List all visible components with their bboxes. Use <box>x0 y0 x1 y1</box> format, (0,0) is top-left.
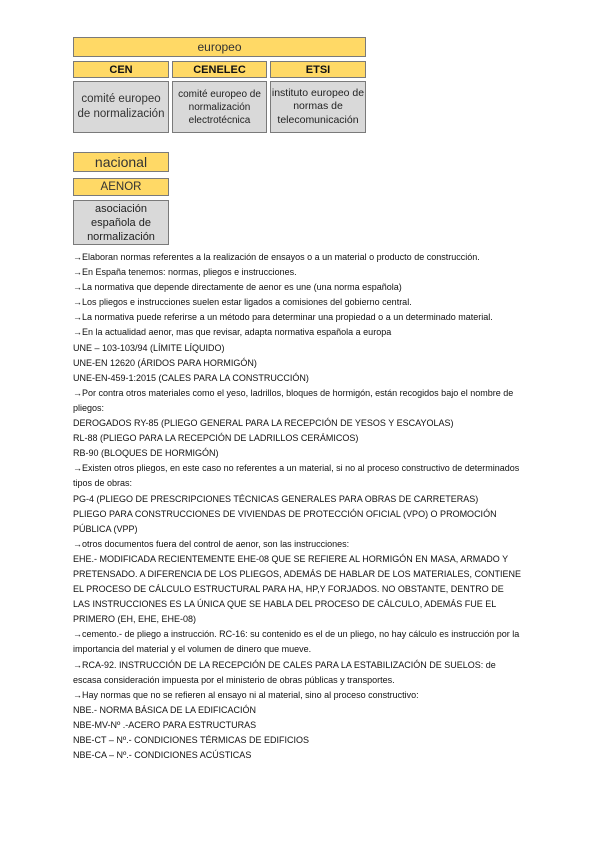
cenelec-acronym: CENELEC <box>172 61 267 78</box>
text-line: →cemento.- de pliego a instrucción. RC-16: su contenido es el de un pliego, no hay cálculo es instrucción por la importancia del material y el volumen de dinero que mueve. <box>73 629 520 655</box>
text-line: →En la actualidad aenor, mas que revisar, adapta normativa española a europa <box>73 327 392 338</box>
cenelec-description: comité europeo de normalización electrotécnica <box>172 81 267 133</box>
etsi-acronym: ETSI <box>270 61 366 78</box>
text-line: NBE.- NORMA BÁSICA DE LA EDIFICACIÓN <box>73 704 257 715</box>
text-line: NBE-CA – Nº.- CONDICIONES ACÚSTICAS <box>73 750 252 761</box>
text-line: RB-90 (BLOQUES DE HORMIGÓN) <box>73 448 219 459</box>
cen-description: comité europeo de normalización <box>73 81 169 133</box>
text-line: DEROGADOS RY-85 (PLIEGO GENERAL PARA LA RECEPCIÓN DE YESOS Y ESCAYOLAS) <box>73 418 454 429</box>
aenor-description: asociación española de normalización <box>73 200 169 245</box>
text-line: PLIEGO PARA CONSTRUCCIONES DE VIVIENDAS DE PROTECCIÓN OFICIAL (VPO) O PROMOCIÓN PÚBLICA (VPP) <box>73 508 497 534</box>
text-line: RL-88 (PLIEGO PARA LA RECEPCIÓN DE LADRILLOS CERÁMICOS) <box>73 433 359 444</box>
text-line: →Los pliegos e instrucciones suelen estar ligados a comisiones del gobierno central. <box>73 297 412 308</box>
text-line: EHE.- MODIFICADA RECIENTEMENTE EHE-08 QUE SE REFIERE AL HORMIGÓN EN MASA, ARMADO Y PRETENSADO. A DIFERENCIA DE LOS PLIEGOS, ADEMÁS DE HABLAR DE LOS MATERIALES, CONTIENE EL PROCESO DE CÁLCULO ESTRUCTURAL PARA HA, HP,Y FORJADOS. NO OBSTANTE, DENTRO DE LAS INSTRUCCIONES ES LA ÚNICA QUE SE HABLA DEL PROCESO DE CÁLCULO, ADEMÁS FUE EL PRIMERO (EH, EHE, EHE-08) <box>73 553 521 625</box>
text-line: →La normativa que depende directamente de aenor es une (una norma española) <box>73 282 402 293</box>
text-line: →Existen otros pliegos, en este caso no referentes a un material, si no al proceso constructivo de determinados tipos de obras: <box>73 463 520 489</box>
text-line: PG-4 (PLIEGO DE PRESCRIPCIONES TÉCNICAS GENERALES PARA OBRAS DE CARRETERAS) <box>73 493 479 504</box>
text-line: →Por contra otros materiales como el yeso, ladrillos, bloques de hormigón, están recogidos bajo el nombre de pliegos: <box>73 387 514 413</box>
aenor-acronym: AENOR <box>73 178 169 196</box>
text-line: →La normativa puede referirse a un método para determinar una propiedad o a un determinado material. <box>73 312 493 323</box>
text-line: →En España tenemos: normas, pliegos e instrucciones. <box>73 267 297 278</box>
document-body <box>73 250 523 763</box>
text-line: →RCA-92. INSTRUCCIÓN DE LA RECEPCIÓN DE CALES PARA LA ESTABILIZACIÓN DE SUELOS: de escasa consideración impuesta por el ministerio de obras públicas y transportes. <box>73 659 496 685</box>
text-line: NBE-MV-Nº .-ACERO PARA ESTRUCTURAS <box>73 719 257 730</box>
national-level-header: nacional <box>73 152 169 172</box>
text-line: UNE-EN 12620 (ÁRIDOS PARA HORMIGÓN) <box>73 357 257 368</box>
text-line: UNE-EN-459-1:2015 (CALES PARA LA CONSTRUCCIÓN) <box>73 372 309 383</box>
text-line: NBE-CT – Nº.- CONDICIONES TÉRMICAS DE EDIFICIOS <box>73 735 309 745</box>
text-line: UNE – 103-103/94 (LÍMITE LÍQUIDO) <box>73 342 225 353</box>
text-line: →Hay normas que no se refieren al ensayo ni al material, sino al proceso constructivo: <box>73 689 419 700</box>
text-line: →Elaboran normas referentes a la realización de ensayos o a un material o producto de construcción. <box>73 252 480 262</box>
text-line: →otros documentos fuera del control de aenor, son las instrucciones: <box>73 538 350 549</box>
european-level-header: europeo <box>73 37 366 57</box>
cen-acronym: CEN <box>73 61 169 78</box>
etsi-description: instituto europeo de normas de telecomunicación <box>270 81 366 133</box>
